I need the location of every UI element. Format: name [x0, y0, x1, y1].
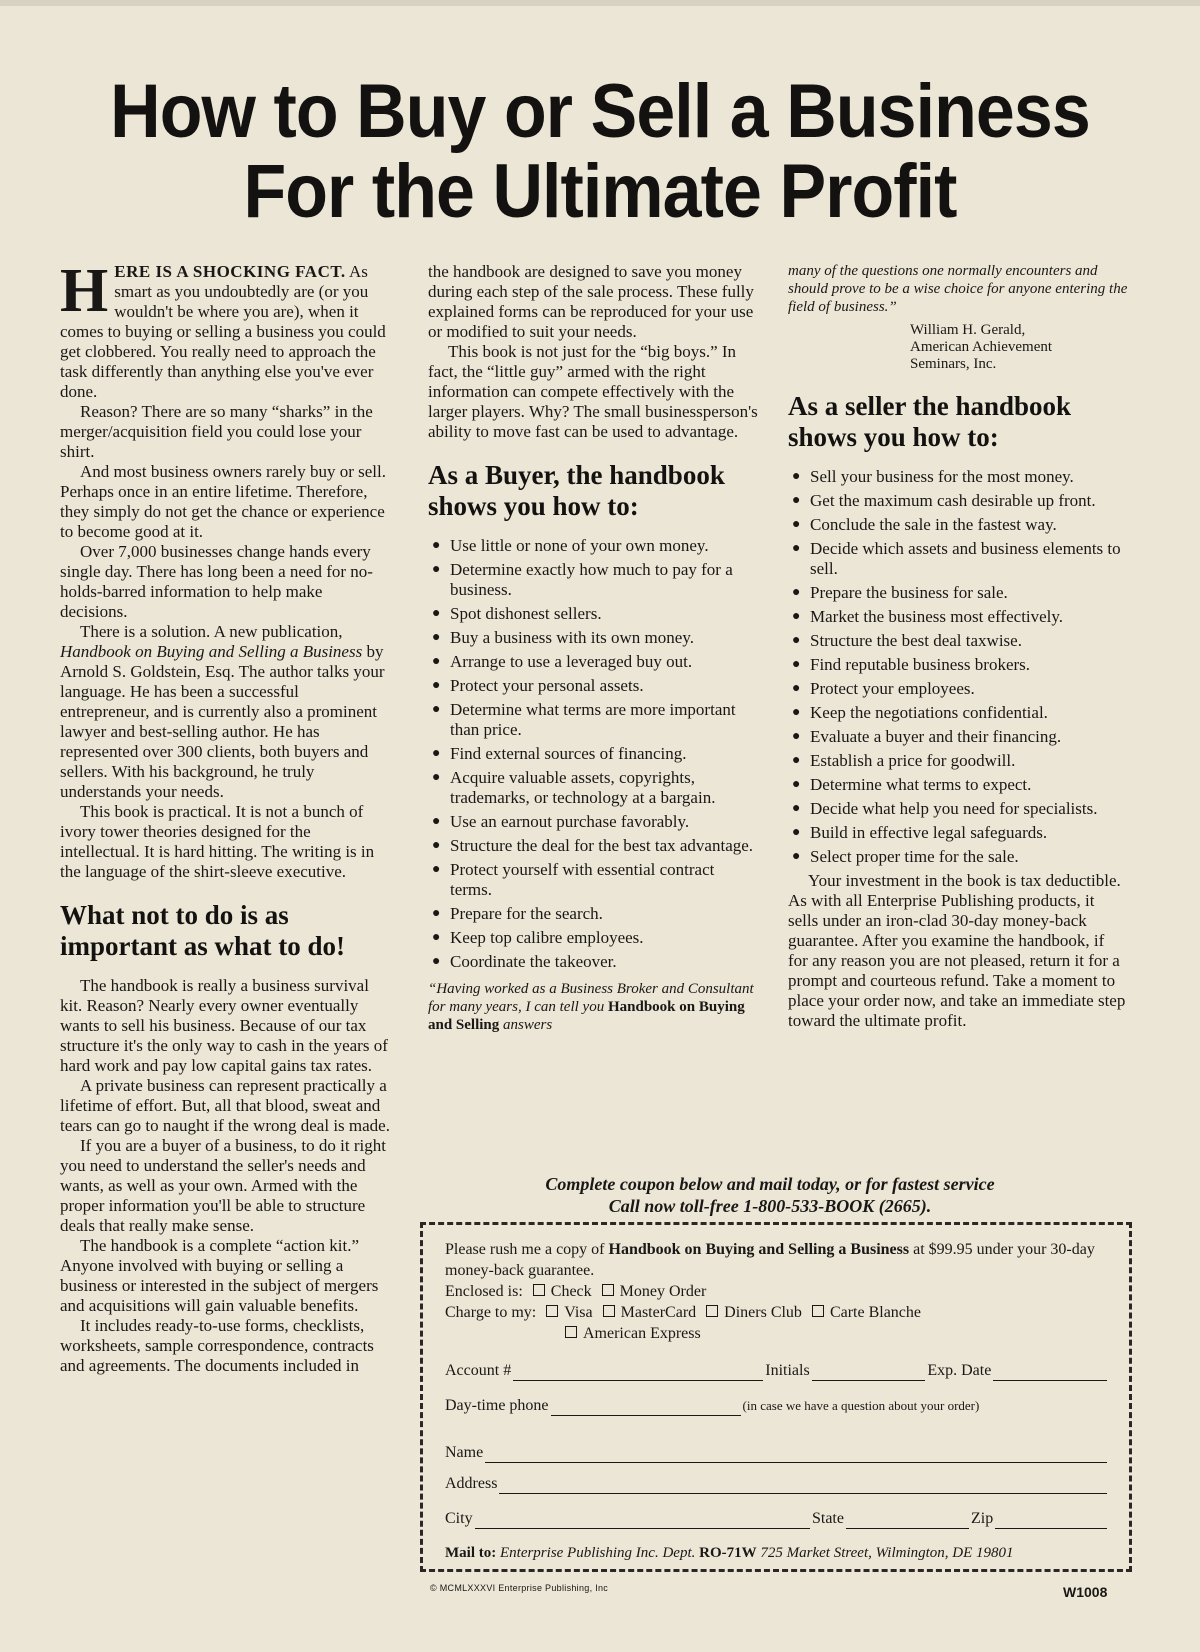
intro-text: As smart as you undoubtedly are (or you wouldn't be where you are), when it comes to buying or selling a business you could get clobbered. You really need to approach the task differently than anything else you've ever done. [60, 262, 386, 401]
copyright-notice: © MCMLXXXVI Enterprise Publishing, Inc [430, 1583, 609, 1593]
bullet-text: Spot dishonest sellers. [450, 604, 602, 623]
bullet-text: Structure the deal for the best tax advantage. [450, 836, 754, 855]
paragraph: the handbook are designed to save you money during each step of the sale process. These fully explained forms can be reproduced for your use or modified to suit your needs. [428, 262, 754, 341]
quote-text: “Having worked as a Business Broker and Consultant for many years, I can tell you [428, 981, 754, 1015]
bullet-text: Use an earnout purchase favorably. [450, 812, 690, 831]
headline-line-1: How to Buy or Sell a Business [110, 69, 1090, 154]
visa-label: Visa [564, 1304, 593, 1321]
testimonial-attribution [910, 322, 1128, 373]
initials-label: Initials [765, 1362, 810, 1379]
bullet-icon: ● [792, 657, 801, 672]
city-field[interactable] [475, 1512, 810, 1529]
phone-field[interactable] [551, 1399, 741, 1416]
account-label: Account # [445, 1362, 512, 1379]
charge-label: Charge to my: [445, 1304, 537, 1321]
seller-list-item [788, 775, 1128, 795]
state-label: State [811, 1510, 844, 1527]
seller-list-item [788, 491, 1128, 511]
bullet-text: Build in effective legal safeguards. [810, 823, 1048, 842]
testimonial-quote [428, 980, 760, 1034]
amex-row [445, 1323, 1109, 1344]
name-field[interactable] [485, 1446, 1107, 1463]
bullet-icon: ● [792, 777, 801, 792]
bullet-icon: ● [792, 801, 801, 816]
seller-list-item [788, 655, 1128, 675]
paragraph: Your investment in the book is tax deductible. As with all Enterprise Publishing products, it sells under an iron-clad 30-day money-back guarantee. After you examine the handbook, if for any reason you are not pleased, return it for a prompt and courteous refund. Take a moment to place your order now, and take an immediate step toward the ultimate profit. [788, 871, 1126, 1030]
carte-blanche-label: Carte Blanche [829, 1304, 922, 1321]
quote-text: answers [499, 1017, 553, 1033]
buyer-list-item [428, 860, 760, 900]
bullet-text: Acquire valuable assets, copyrights, trademarks, or technology at a bargain. [450, 768, 716, 807]
bullet-text: Find reputable business brokers. [810, 655, 1031, 674]
bullet-text: Buy a business with its own money. [450, 628, 694, 647]
carte-blanche-checkbox[interactable] [812, 1305, 824, 1317]
city-row [445, 1508, 1109, 1529]
book-title: Handbook on Buying and Selling a Business [608, 1241, 910, 1258]
bullet-icon: ● [432, 538, 441, 553]
buyer-list-item [428, 928, 760, 948]
bullet-text: Get the maximum cash desirable up front. [810, 491, 1096, 510]
top-edge [0, 0, 1200, 6]
ad-code: W1008 [1063, 1584, 1108, 1600]
bullet-text: Prepare the business for sale. [810, 583, 1008, 602]
bullet-text: Select proper time for the sale. [810, 847, 1019, 866]
exp-date-label: Exp. Date [927, 1362, 992, 1379]
visa-checkbox[interactable] [546, 1305, 558, 1317]
bullet-text: Find external sources of financing. [450, 744, 687, 763]
mail-to-label: Mail to: [445, 1545, 497, 1561]
text: at $99.95 under your 30-day money-back guarantee. [445, 1241, 1095, 1279]
phone-label: Day-time phone [445, 1397, 549, 1414]
bullet-icon: ● [432, 702, 441, 717]
bullet-text: Keep the negotiations confidential. [810, 703, 1048, 722]
seller-bullet-list [788, 467, 1128, 867]
column-1 [60, 257, 392, 1376]
money-order-checkbox[interactable] [602, 1284, 614, 1296]
paragraph: And most business owners rarely buy or sell. Perhaps once in an entire lifetime. Therefore, they simply do not get the chance or experience to become good at it. [60, 462, 386, 541]
bullet-icon: ● [432, 654, 441, 669]
seller-list-item [788, 679, 1128, 699]
bullet-icon: ● [432, 746, 441, 761]
mastercard-label: MasterCard [620, 1304, 697, 1321]
bullet-text: Market the business most effectively. [810, 607, 1064, 626]
mastercard-checkbox[interactable] [603, 1305, 615, 1317]
text: Please rush me a copy of [445, 1241, 609, 1258]
seller-list-item [788, 823, 1128, 843]
bullet-icon: ● [432, 678, 441, 693]
american-express-label: American Express [583, 1325, 701, 1342]
bullet-text: Sell your business for the most money. [810, 467, 1074, 486]
city-label: City [445, 1510, 473, 1527]
paragraph: This book is practical. It is not a bunch of ivory tower theories designed for the intellectual. It is hard hitting. The writing is in the language of the shirt-sleeve executive. [60, 802, 375, 881]
headline-line-2: For the Ultimate Profit [243, 149, 957, 234]
bullet-text: Determine what terms to expect. [810, 775, 1032, 794]
coupon-phone-line: Call now toll-free 1-800-533-BOOK (2665). [608, 1196, 932, 1216]
column-2 [428, 262, 760, 1034]
bullet-icon: ● [432, 814, 441, 829]
seller-list-item [788, 467, 1128, 487]
bullet-text: Decide what help you need for specialists. [810, 799, 1098, 818]
zip-label: Zip [970, 1510, 994, 1527]
bullet-text: Keep top calibre employees. [450, 928, 644, 947]
bullet-icon: ● [792, 541, 801, 556]
mail-to-address: 725 Market Street, Wilmington, DE 19801 [760, 1545, 1014, 1561]
buyer-list-item [428, 836, 760, 856]
bullet-icon: ● [792, 753, 801, 768]
seller-list-item [788, 515, 1128, 535]
bullet-text: Establish a price for goodwill. [810, 751, 1016, 770]
bullet-text: Determine exactly how much to pay for a business. [450, 560, 733, 599]
bullet-text: Arrange to use a leveraged buy out. [450, 652, 693, 671]
phone-row [445, 1395, 1109, 1416]
seller-list-item [788, 751, 1128, 771]
bullet-text: Determine what terms are more important than price. [450, 700, 736, 739]
bullet-icon: ● [432, 930, 441, 945]
bullet-icon: ● [432, 906, 441, 921]
exp-date-field[interactable] [993, 1364, 1107, 1381]
buyer-list-item [428, 700, 760, 740]
mail-to-company: Enterprise Publishing Inc. Dept. [499, 1545, 696, 1561]
buyer-bullet-list [428, 536, 760, 972]
seller-list-item [788, 847, 1128, 867]
address-field[interactable] [499, 1477, 1107, 1494]
bullet-icon: ● [432, 562, 441, 577]
intro-paragraph [60, 257, 392, 402]
bullet-icon: ● [432, 862, 441, 877]
bullet-icon: ● [792, 585, 801, 600]
check-checkbox[interactable] [533, 1284, 545, 1296]
book-title: Handbook on Buying and Selling a Business [60, 642, 363, 661]
charge-row [445, 1302, 1109, 1323]
seller-list-item [788, 539, 1128, 579]
paragraph: If you are a buyer of a business, to do it right you need to understand the seller's needs and wants, as well as your own. Armed with the proper information you'll be able to structure deals that really make sense. [60, 1136, 386, 1235]
text: by Arnold S. Goldstein, Esq. The author talks your language. He has been a successful entrepreneur, and is currently also a prominent lawyer and best-selling author. He has represented over 300 clients, both buyers and sellers. With his background, he truly understands your needs. [60, 642, 385, 801]
paragraph: It includes ready-to-use forms, checklists, worksheets, sample correspondence, contracts and agreements. The documents included in [60, 1316, 374, 1375]
bullet-icon: ● [432, 954, 441, 969]
bullet-icon: ● [792, 517, 801, 532]
buyer-list-item [428, 652, 760, 672]
buyer-list-item [428, 628, 760, 648]
section-heading: What not to do is as important as what to do! [60, 900, 346, 961]
diners-club-checkbox[interactable] [706, 1305, 718, 1317]
bullet-icon: ● [792, 729, 801, 744]
lead-text: ERE IS A SHOCKING FACT. [114, 262, 346, 281]
buyer-list-item [428, 744, 760, 764]
headline [85, 69, 1115, 234]
bullet-icon: ● [432, 606, 441, 621]
american-express-checkbox[interactable] [565, 1326, 577, 1338]
bullet-icon: ● [432, 630, 441, 645]
bullet-text: Protect your employees. [810, 679, 975, 698]
attribution-name: William H. Gerald, [910, 322, 1026, 338]
seller-list-item [788, 631, 1128, 651]
mail-to-dept: RO-71W [699, 1545, 757, 1561]
buyer-list-item [428, 560, 760, 600]
initials-field[interactable] [812, 1364, 926, 1381]
coupon-order-text [445, 1239, 1109, 1281]
seller-list-item [788, 703, 1128, 723]
account-field[interactable] [513, 1364, 763, 1381]
buyer-heading: As a Buyer, the handbook shows you how to: [428, 460, 725, 521]
text: There is a solution. A new publication, [80, 622, 343, 641]
buyer-list-item [428, 604, 760, 624]
coupon-heading [400, 1173, 1140, 1217]
attribution-company: Seminars, Inc. [910, 356, 997, 372]
money-order-label: Money Order [619, 1283, 707, 1300]
bullet-text: Prepare for the search. [450, 904, 603, 923]
seller-list-item [788, 583, 1128, 603]
enclosed-row [445, 1281, 1109, 1302]
check-label: Check [550, 1283, 592, 1300]
bullet-text: Use little or none of your own money. [450, 536, 709, 555]
enclosed-label: Enclosed is: [445, 1283, 523, 1300]
address-row [445, 1473, 1109, 1494]
diners-club-label: Diners Club [724, 1304, 802, 1321]
bullet-text: Coordinate the takeover. [450, 952, 617, 971]
column-3 [788, 262, 1128, 1031]
paragraph: A private business can represent practically a lifetime of effort. But, all that blood, sweat and tears can go to naught if the wrong deal is made. [60, 1076, 390, 1135]
bullet-icon: ● [792, 705, 801, 720]
coupon-heading-line-1: Complete coupon below and mail today, or for fastest service [545, 1174, 995, 1194]
bullet-text: Conclude the sale in the fastest way. [810, 515, 1057, 534]
paragraph: This book is not just for the “big boys.” In fact, the “little guy” armed with the right information can compete effectively with the larger players. Why? The small businessperson's ability to move fast can be used to advantage. [428, 342, 758, 441]
paragraph: The handbook is really a business survival kit. Reason? Nearly every owner eventually wants to sell his business. Because of our tax structure it's the only way to cash in the years of hard work and pay low capital gains tax rates. [60, 976, 388, 1075]
zip-field[interactable] [995, 1512, 1107, 1529]
seller-heading: As a seller the handbook shows you how to: [788, 391, 1072, 452]
buyer-list-item [428, 812, 760, 832]
buyer-list-item [428, 676, 760, 696]
paragraph: The handbook is a complete “action kit.” Anyone involved with buying or selling a business or interested in the subject of mergers and acquisitions will gain valuable benefits. [60, 1236, 379, 1315]
buyer-list-item [428, 952, 760, 972]
testimonial-quote-continued: many of the questions one normally encounters and should prove to be a wise choice for anyone entering the field of business.” [788, 263, 1128, 315]
paragraph: Over 7,000 businesses change hands every single day. There has long been a need for no-holds-barred information to help make decisions. [60, 542, 373, 621]
bullet-text: Structure the best deal taxwise. [810, 631, 1022, 650]
paragraph: Reason? There are so many “sharks” in the merger/acquisition field you could lose your shirt. [60, 402, 373, 461]
bullet-text: Protect yourself with essential contract terms. [450, 860, 715, 899]
quote-book-title: Handbook on Buying and Selling [428, 999, 745, 1033]
bullet-text: Protect your personal assets. [450, 676, 644, 695]
account-row [445, 1360, 1109, 1381]
seller-list-item [788, 607, 1128, 627]
buyer-list-item [428, 536, 760, 556]
bullet-icon: ● [792, 633, 801, 648]
seller-list-item [788, 727, 1128, 747]
seller-list-item [788, 799, 1128, 819]
bullet-icon: ● [792, 469, 801, 484]
bullet-text: Decide which assets and business elements to sell. [810, 539, 1121, 578]
state-field[interactable] [846, 1512, 969, 1529]
mail-to-line [445, 1543, 1109, 1564]
address-label: Address [445, 1475, 498, 1492]
bullet-icon: ● [792, 849, 801, 864]
phone-note: (in case we have a question about your order) [742, 1398, 980, 1413]
bullet-icon: ● [792, 681, 801, 696]
bullet-icon: ● [432, 770, 441, 785]
name-label: Name [445, 1444, 484, 1461]
bullet-icon: ● [792, 609, 801, 624]
buyer-list-item [428, 904, 760, 924]
bullet-icon: ● [792, 493, 801, 508]
bullet-text: Evaluate a buyer and their financing. [810, 727, 1062, 746]
order-coupon [420, 1222, 1132, 1572]
bullet-icon: ● [792, 825, 801, 840]
attribution-company: American Achievement [910, 339, 1053, 355]
paragraph [60, 622, 392, 802]
drop-cap: H [60, 257, 109, 325]
buyer-list-item [428, 768, 760, 808]
name-row [445, 1442, 1109, 1463]
bullet-icon: ● [432, 838, 441, 853]
